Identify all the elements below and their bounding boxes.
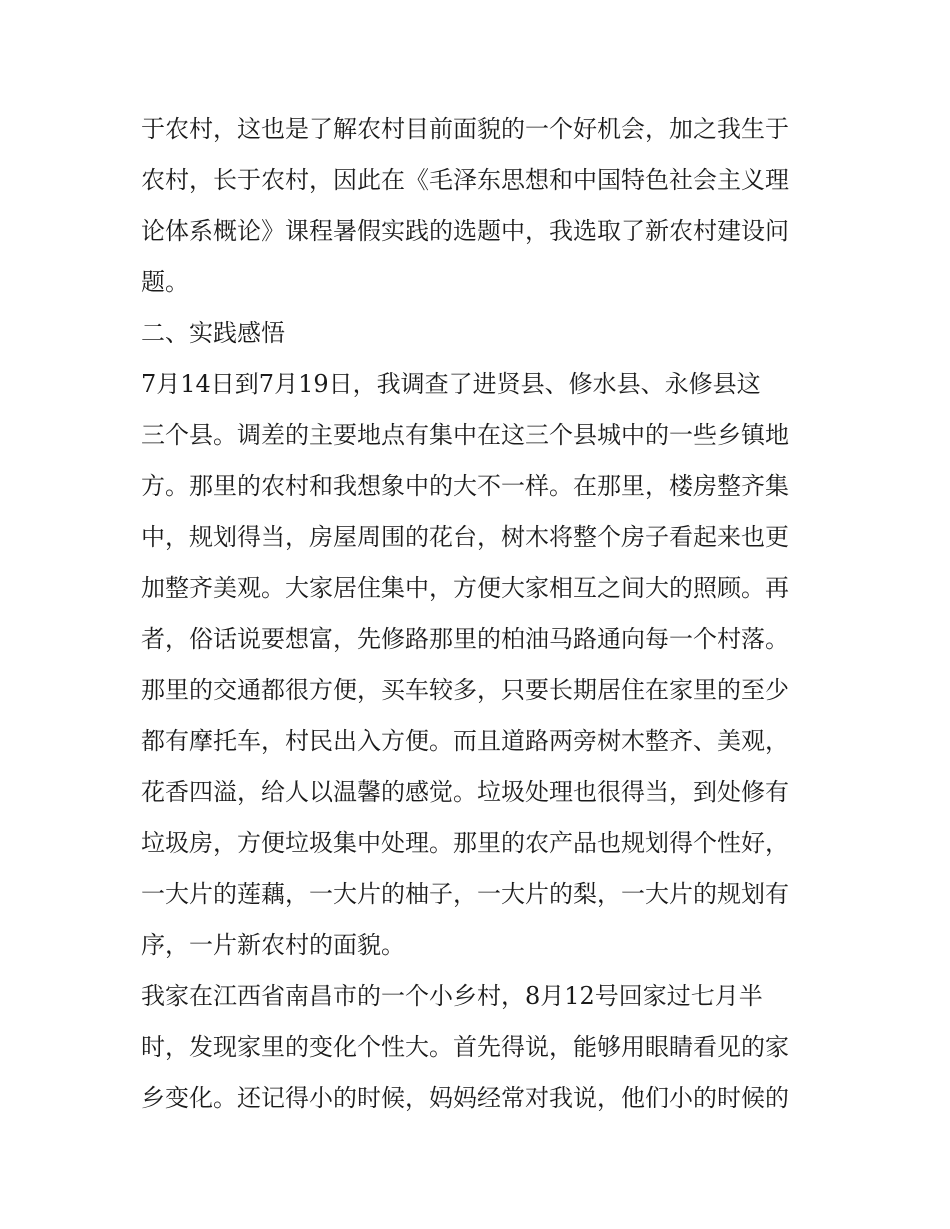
text-line: 垃圾房，方便垃圾集中处理。那里的农产品也规划得个性好， <box>141 829 789 857</box>
text-line: 加整齐美观。大家居住集中，方便大家相互之间大的照顾。再 <box>141 574 789 602</box>
text-line: 论体系概论》课程暑假实践的选题中，我选取了新农村建设问 <box>141 217 789 245</box>
text-line: 农村，长于农村，因此在《毛泽东思想和中国特色社会主义理 <box>141 166 789 194</box>
text-line: 时，发现家里的变化个性大。首先得说，能够用眼睛看见的家 <box>141 1033 789 1061</box>
text-line: 我家在江西省南昌市的一个小乡村，8月12号回家过七月半 <box>141 982 763 1010</box>
text-line: 于农村，这也是了解农村目前面貌的一个好机会，加之我生于 <box>141 115 789 143</box>
text-line: 序，一片新农村的面貌。 <box>141 931 405 959</box>
section-heading: 二、实践感悟 <box>141 319 285 347</box>
text-line: 方。那里的农村和我想象中的大不一样。在那里，楼房整齐集 <box>141 472 789 500</box>
text-line: 题。 <box>141 268 189 296</box>
text-line: 者，俗话说要想富，先修路那里的柏油马路通向每一个村落。 <box>141 625 789 653</box>
text-line: 花香四溢，给人以温馨的感觉。垃圾处理也很得当，到处修有 <box>141 778 789 806</box>
text-line: 7月14日到7月19日，我调查了进贤县、修水县、永修县这 <box>141 370 761 398</box>
document-body <box>141 104 821 1124</box>
text-line: 都有摩托车，村民出入方便。而且道路两旁树木整齐、美观， <box>141 727 789 755</box>
text-line: 那里的交通都很方便，买车较多，只要长期居住在家里的至少 <box>141 676 789 704</box>
text-line: 三个县。调差的主要地点有集中在这三个县城中的一些乡镇地 <box>141 421 789 449</box>
text-line: 乡变化。还记得小的时候，妈妈经常对我说，他们小的时候的 <box>141 1084 789 1112</box>
text-line: 中，规划得当，房屋周围的花台，树木将整个房子看起来也更 <box>141 523 789 551</box>
text-line: 一大片的莲藕，一大片的柚子，一大片的梨，一大片的规划有 <box>141 880 789 908</box>
